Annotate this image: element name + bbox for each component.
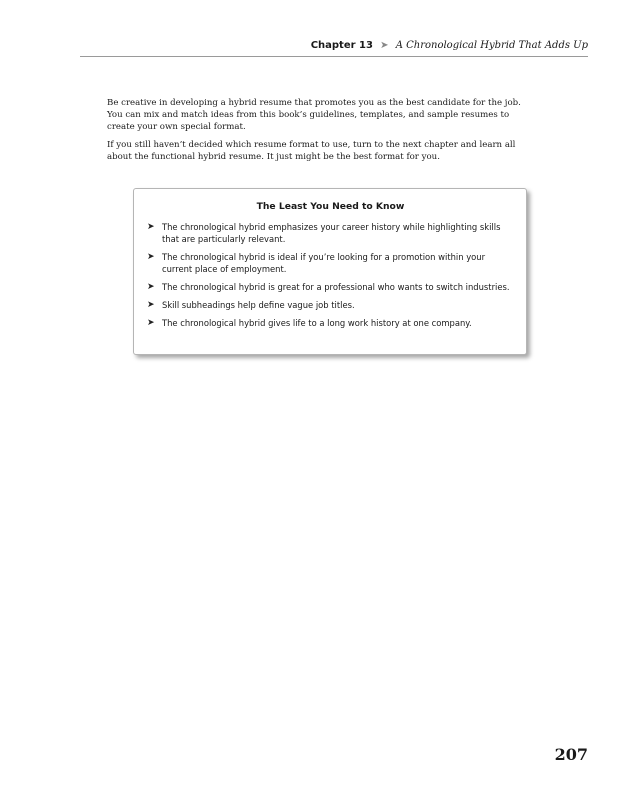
summary-box <box>133 188 527 355</box>
header-rule <box>80 56 588 57</box>
summary-box-title: The Least You Need to Know <box>256 201 405 212</box>
list-item <box>147 251 514 275</box>
list-item-text: The chronological hybrid is ideal if you’re looking for a promotion within your current place of employment. <box>162 252 486 274</box>
page-number: 207 <box>554 745 588 764</box>
running-header <box>80 40 588 56</box>
arrowhead-bullet-icon: ➤ <box>147 222 155 232</box>
list-item <box>147 299 514 311</box>
body-text <box>107 97 527 169</box>
arrowhead-bullet-icon: ➤ <box>147 282 155 292</box>
list-item <box>147 221 514 245</box>
paragraph: If you still haven’t decided which resume format to use, turn to the next chapter and learn all about the functional hybrid resume. It just might be the best format for you. <box>107 140 516 162</box>
chapter-title: A Chronological Hybrid That Adds Up <box>395 40 588 51</box>
list-item-text: The chronological hybrid gives life to a long work history at one company. <box>162 318 472 328</box>
chapter-label: Chapter 13 <box>310 40 373 51</box>
summary-list <box>147 221 514 329</box>
paragraph: Be creative in developing a hybrid resume that promotes you as the best candidate for the job. You can mix and match ideas from this book’s guidelines, templates, and sample resumes to create your own special format. <box>107 98 521 132</box>
arrowhead-right-icon: ➤ <box>380 40 389 51</box>
list-item <box>147 317 514 329</box>
arrowhead-bullet-icon: ➤ <box>147 252 155 262</box>
list-item-text: The chronological hybrid is great for a professional who wants to switch industries. <box>162 282 510 292</box>
list-item <box>147 281 514 293</box>
list-item-text: Skill subheadings help define vague job titles. <box>162 300 355 310</box>
arrowhead-bullet-icon: ➤ <box>147 300 155 310</box>
list-item-text: The chronological hybrid emphasizes your career history while highlighting skills that are particularly relevant. <box>162 222 501 244</box>
arrowhead-bullet-icon: ➤ <box>147 318 155 328</box>
